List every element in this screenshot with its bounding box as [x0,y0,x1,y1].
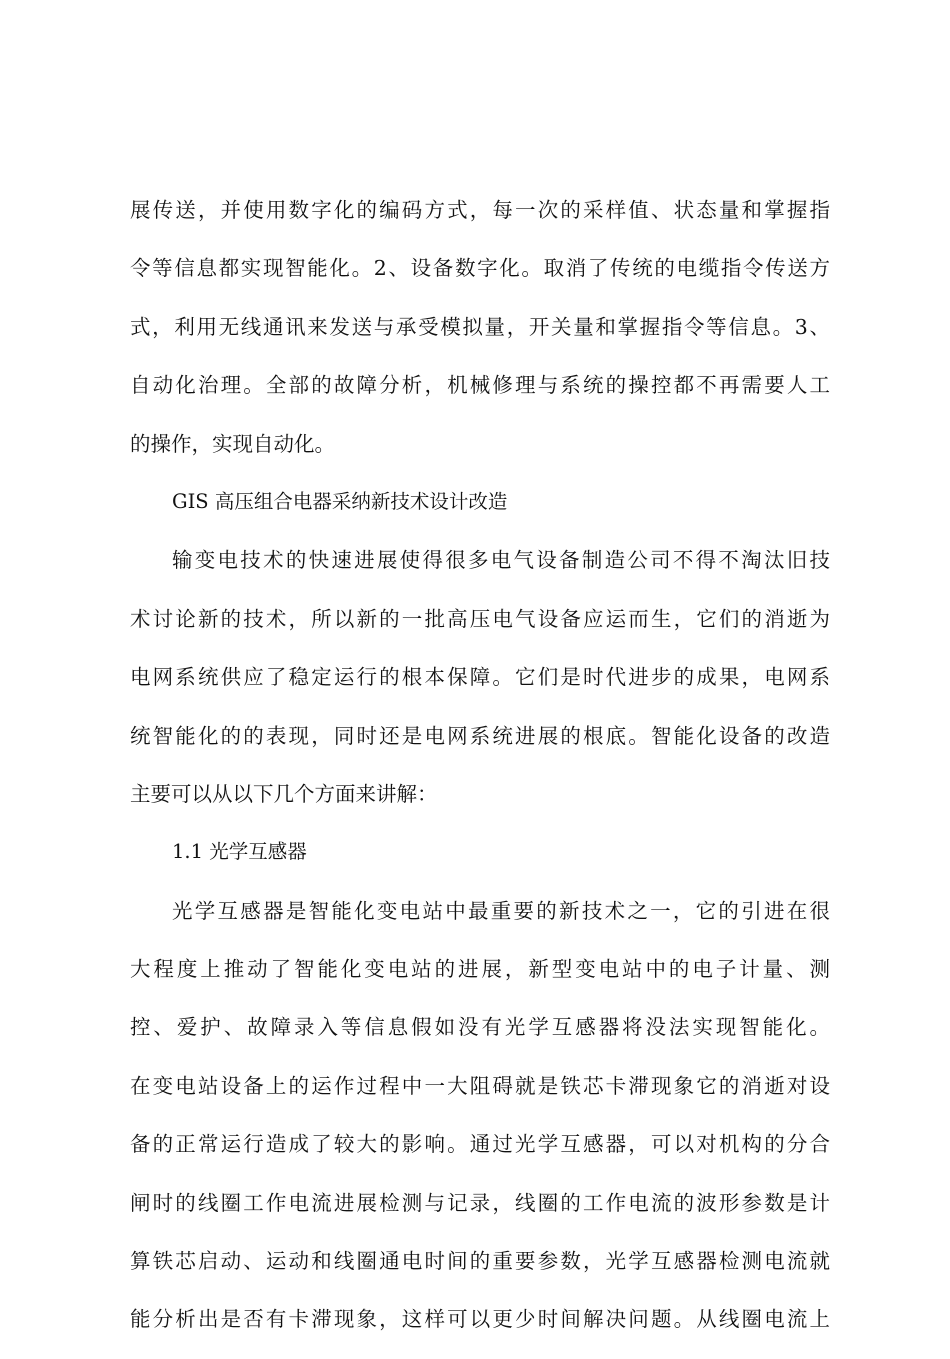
document-body [130,191,830,1359]
text-line: 算铁芯启动、运动和线圈通电时间的重要参数，光学互感器检测电流就 [130,1249,830,1274]
text-line: 的操作，实现自动化。 [130,431,335,456]
text-line: 式，利用无线通讯来发送与承受模拟量，开关量和掌握指令等信息。3、 [130,314,830,339]
text-line: 大程度上推动了智能化变电站的进展，新型变电站中的电子计量、测 [130,957,830,982]
subsection-heading: 1.1 光学互感器 [172,840,307,864]
text-line: 能分析出是否有卡滞现象，这样可以更少时间解决问题。从线圈电流上 [130,1307,830,1332]
text-line: 在变电站设备上的运作过程中一大阻碍就是铁芯卡滞现象它的消逝对设 [130,1073,830,1098]
paragraph-first-line: 输变电技术的快速进展使得很多电气设备制造公司不得不淘汰旧技 [172,548,830,573]
text-line: 备的正常运行造成了较大的影响。通过光学互感器，可以对机构的分合 [130,1132,830,1157]
text-line: 令等信息都实现智能化。2、设备数字化。取消了传统的电缆指令传送方 [130,256,830,281]
text-line: 控、爱护、故障录入等信息假如没有光学互感器将没法实现智能化。 [130,1015,830,1040]
section-heading: GIS 高压组合电器采纳新技术设计改造 [172,489,508,513]
text-line: 闸时的线圈工作电流进展检测与记录，线圈的工作电流的波形参数是计 [130,1190,830,1215]
text-line: 电网系统供应了稳定运行的根本保障。它们是时代进步的成果，电网系 [130,665,830,690]
paragraph-first-line: 光学互感器是智能化变电站中最重要的新技术之一，它的引进在很 [172,898,830,923]
text-line: 展传送，并使用数字化的编码方式，每一次的采样值、状态量和掌握指 [130,198,830,222]
text-line: 主要可以从以下几个方面来讲解： [130,781,438,806]
text-line: 术讨论新的技术，所以新的一批高压电气设备应运而生，它们的消逝为 [130,606,830,631]
text-line: 自动化治理。全部的故障分析，机械修理与系统的操控都不再需要人工 [130,373,830,398]
text-line: 统智能化的的表现，同时还是电网系统进展的根底。智能化设备的改造 [130,723,830,748]
